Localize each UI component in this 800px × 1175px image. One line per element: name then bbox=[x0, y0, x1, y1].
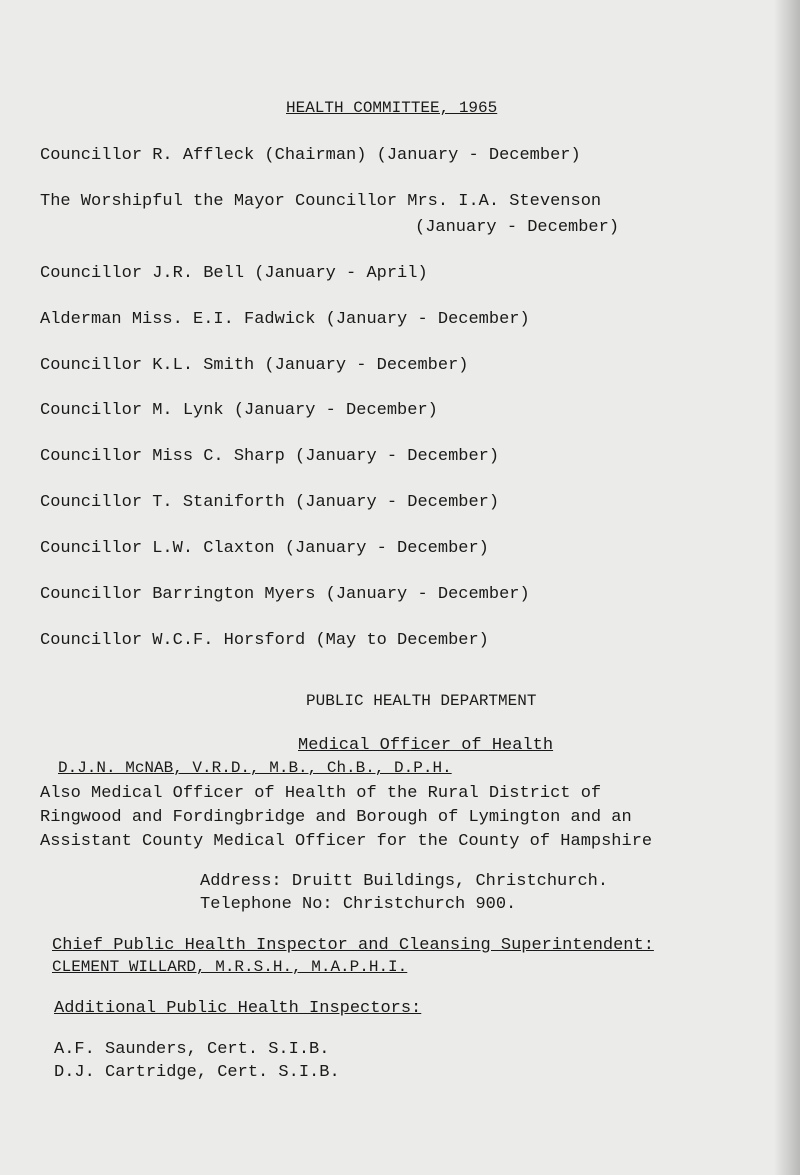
department-heading: PUBLIC HEALTH DEPARTMENT bbox=[306, 692, 537, 710]
committee-member: Councillor W.C.F. Horsford (May to December) bbox=[40, 631, 489, 650]
moh-description: Assistant County Medical Officer for the County of Hampshire bbox=[40, 832, 653, 851]
committee-member: The Worshipful the Mayor Councillor Mrs. I.A. Stevenson bbox=[40, 192, 602, 211]
committee-member: Councillor Barrington Myers (January - December) bbox=[40, 585, 530, 604]
page-title: HEALTH COMMITTEE, 1965 bbox=[286, 99, 498, 117]
telephone: Telephone No: Christchurch 900. bbox=[200, 895, 517, 914]
committee-member: Councillor K.L. Smith (January - December) bbox=[40, 356, 469, 375]
committee-member: Councillor T. Staniforth (January - December) bbox=[40, 493, 500, 512]
chief-inspector-heading: Chief Public Health Inspector and Cleansing Superintendent: bbox=[52, 936, 654, 955]
chief-inspector-name: CLEMENT WILLARD, M.R.S.H., M.A.P.H.I. bbox=[52, 958, 408, 976]
committee-member: Councillor M. Lynk (January - December) bbox=[40, 401, 438, 420]
committee-member: Alderman Miss. E.I. Fadwick (January - December) bbox=[40, 310, 530, 329]
additional-inspector: A.F. Saunders, Cert. S.I.B. bbox=[54, 1040, 330, 1059]
page-edge-shadow bbox=[774, 0, 800, 1175]
committee-member: Councillor L.W. Claxton (January - December) bbox=[40, 539, 489, 558]
address: Address: Druitt Buildings, Christchurch. bbox=[200, 872, 609, 891]
committee-member-term: (January - December) bbox=[415, 218, 620, 237]
moh-description: Also Medical Officer of Health of the Rural District of bbox=[40, 784, 602, 803]
moh-description: Ringwood and Fordingbridge and Borough of Lymington and an bbox=[40, 808, 632, 827]
additional-inspectors-heading: Additional Public Health Inspectors: bbox=[54, 999, 422, 1018]
committee-member: Councillor Miss C. Sharp (January - December) bbox=[40, 447, 500, 466]
moh-name: D.J.N. McNAB, V.R.D., M.B., Ch.B., D.P.H. bbox=[58, 759, 452, 777]
committee-member: Councillor R. Affleck (Chairman) (January - December) bbox=[40, 146, 581, 165]
moh-heading: Medical Officer of Health bbox=[298, 736, 554, 755]
committee-member: Councillor J.R. Bell (January - April) bbox=[40, 264, 428, 283]
additional-inspector: D.J. Cartridge, Cert. S.I.B. bbox=[54, 1063, 340, 1082]
